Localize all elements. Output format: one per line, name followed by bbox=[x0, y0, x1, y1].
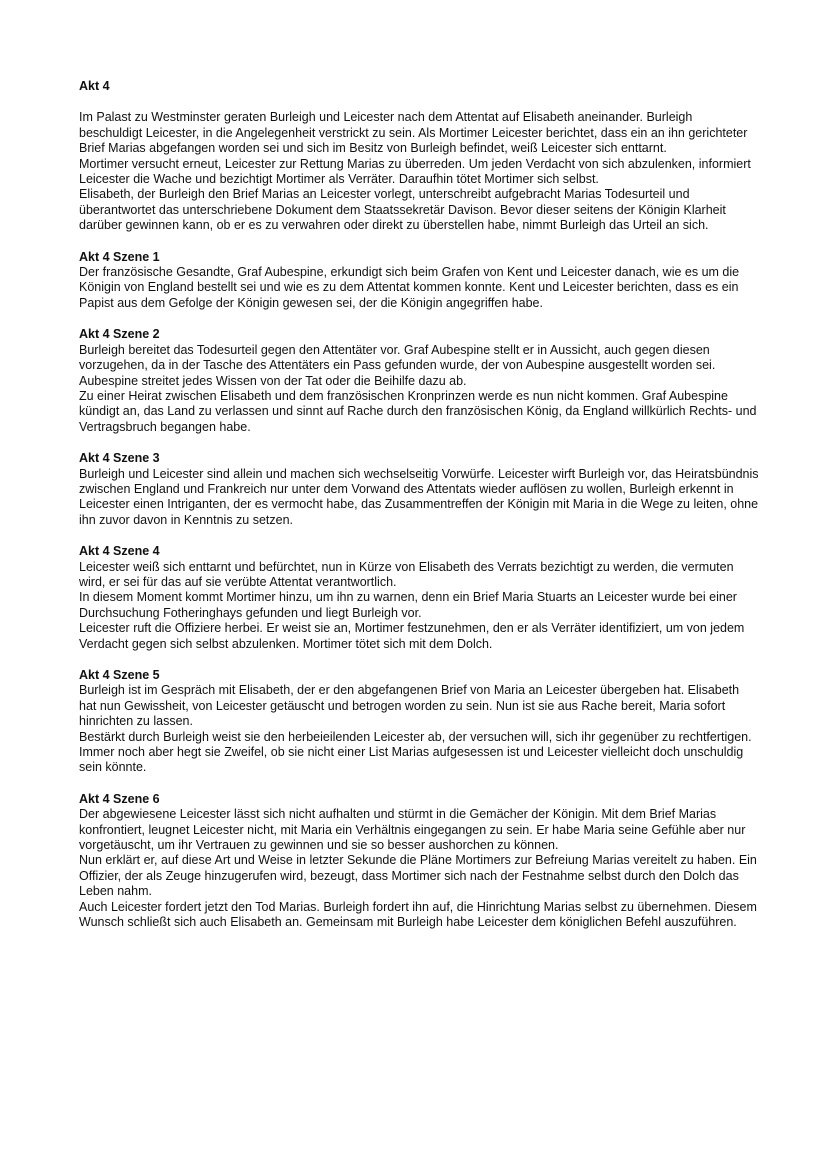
section-akt-4-szene-1 bbox=[79, 250, 759, 312]
section-heading: Akt 4 Szene 1 bbox=[79, 249, 160, 264]
paragraph: Bestärkt durch Burleigh weist sie den herbeieilenden Leicester ab, der versuchen will, sich ihr gegenüber zu rechtfertigen. Immer noch aber hegt sie Zweifel, ob sie nicht einer List Marias aufgesessen ist und Leicester vielleicht doch unschuldig sein könnte. bbox=[79, 729, 752, 775]
paragraph: Leicester ruft die Offiziere herbei. Er weist sie an, Mortimer festzunehmen, den er als Verräter identifiziert, um von jedem Verdacht gegen sich selbst abzulenken. Mortimer tötet sich mit dem Dolch. bbox=[79, 621, 745, 651]
paragraph: Der abgewiesene Leicester lässt sich nicht aufhalten und stürmt in die Gemächer der Königin. Mit dem Brief Marias konfrontiert, leugnet Leicester nicht, mit Maria ein Verhältnis eingegangen zu sein. Er habe Maria seine Gefühle aber nur vorgetäuscht, um ihr Vertrauen zu gewinnen und sie so besser aushorchen zu können. bbox=[79, 807, 746, 853]
section-heading: Akt 4 Szene 6 bbox=[79, 791, 160, 806]
paragraph: Burleigh ist im Gespräch mit Elisabeth, der er den abgefangenen Brief von Maria an Leicester übergeben hat. Elisabeth hat nun Gewissheit, von Leicester getäuscht und betrogen worden zu sein. Nun ist sie aus Rache bereit, Maria sofort hinrichten zu lassen. bbox=[79, 683, 740, 729]
paragraph: Leicester weiß sich enttarnt und befürchtet, nun in Kürze von Elisabeth des Verrats bezichtigt zu werden, die vermuten wird, er sei für das auf sie verübte Attentat verantwortlich. bbox=[79, 559, 734, 589]
section-akt-4-szene-2 bbox=[79, 327, 759, 435]
document-page bbox=[79, 79, 759, 947]
section-heading: Akt 4 Szene 2 bbox=[79, 327, 160, 342]
section-heading: Akt 4 Szene 5 bbox=[79, 668, 160, 682]
section-akt-4-szene-3 bbox=[79, 451, 759, 528]
paragraph: Burleigh und Leicester sind allein und machen sich wechselseitig Vorwürfe. Leicester wirft Burleigh vor, das Heiratsbündnis zwischen England und Frankreich nur unter dem Vorwand des Attentats wieder auflösen zu wollen, Burleigh erkennt in Leicester einen Intriganten, der es vermocht habe, das Zusammentreffen der Königin mit Maria in die Wege zu leiten, ohne ihn zuvor davon in Kenntnis zu setzen. bbox=[79, 466, 759, 527]
paragraph: Der französische Gesandte, Graf Aubespine, erkundigt sich beim Grafen von Kent und Leicester danach, wie es um die Königin von England bestellt sei und wie es zu dem Attentat kommen konnte. Kent und Leicester berichten, dass es ein Papist aus dem Gefolge der Königin gewesen sei, der die Königin angegriffen habe. bbox=[79, 265, 740, 310]
section-akt-4-szene-6 bbox=[79, 792, 759, 931]
section-akt-4 bbox=[79, 79, 759, 234]
section-akt-4-szene-4 bbox=[79, 544, 759, 652]
section-heading: Akt 4 bbox=[79, 79, 110, 93]
paragraph: Mortimer versucht erneut, Leicester zur Rettung Marias zu überreden. Um jeden Verdacht von sich abzulenken, informiert Leicester die Wache und bezichtigt Mortimer als Verräter. Daraufhin tötet Mortimer sich selbst. bbox=[79, 156, 751, 187]
paragraph: Elisabeth, der Burleigh den Brief Marias an Leicester vorlegt, unterschreibt aufgebracht Marias Todesurteil und überantwortet das unterschriebene Dokument dem Staatssekretär Davison. Bevor dieser seitens der Königin Klarheit darüber gewinnen kann, ob er es zu verwahren oder direkt zu überstellen habe, nimmt Burleigh das Urteil an sich. bbox=[79, 187, 726, 233]
section-heading: Akt 4 Szene 3 bbox=[79, 451, 160, 466]
paragraph: Nun erklärt er, auf diese Art und Weise in letzter Sekunde die Pläne Mortimers zur Befreiung Marias vereitelt zu haben. Ein Offizier, der als Zeuge hinzugerufen wird, bezeugt, dass Mortimer sich nach der Festnahme selbst durch den Dolch das Leben nahm. bbox=[79, 853, 757, 899]
paragraph: Auch Leicester fordert jetzt den Tod Marias. Burleigh fordert ihn auf, die Hinrichtung Marias selbst zu übernehmen. Diesem Wunsch schließt sich auch Elisabeth an. Gemeinsam mit Burleigh habe Leicester dem königlichen Befehl auszuführen. bbox=[79, 899, 757, 930]
paragraph: Im Palast zu Westminster geraten Burleigh und Leicester nach dem Attentat auf Elisabeth aneinander. Burleigh beschuldigt Leicester, in die Angelegenheit verstrickt zu sein. Als Mortimer Leicester berichtet, dass ein an ihn gerichteter Brief Marias abgefangen worden sei und sich im Besitz von Burleigh befindet, weiß Leicester sich enttarnt. bbox=[79, 110, 748, 156]
section-heading: Akt 4 Szene 4 bbox=[79, 544, 160, 559]
paragraph: In diesem Moment kommt Mortimer hinzu, um ihn zu warnen, denn ein Brief Maria Stuarts an Leicester wurde bei einer Durchsuchung Fotheringhays gefunden und liegt Burleigh vor. bbox=[79, 590, 737, 620]
section-akt-4-szene-5 bbox=[79, 668, 759, 776]
paragraph: Zu einer Heirat zwischen Elisabeth und dem französischen Kronprinzen werde es nun nicht kommen. Graf Aubespine kündigt an, das Land zu verlassen und sinnt auf Rache durch den französischen König, da England willkürlich Rechts- und Vertragsbruch begangen habe. bbox=[79, 388, 757, 434]
paragraph: Burleigh bereitet das Todesurteil gegen den Attentäter vor. Graf Aubespine stellt er in Aussicht, auch gegen diesen vorzugehen, da in der Tasche des Attentäters ein Pass gefunden wurde, der von Aubespine ausgestellt worden sei. Aubespine streitet jedes Wissen von der Tat oder die Beihilfe dazu ab. bbox=[79, 342, 716, 388]
